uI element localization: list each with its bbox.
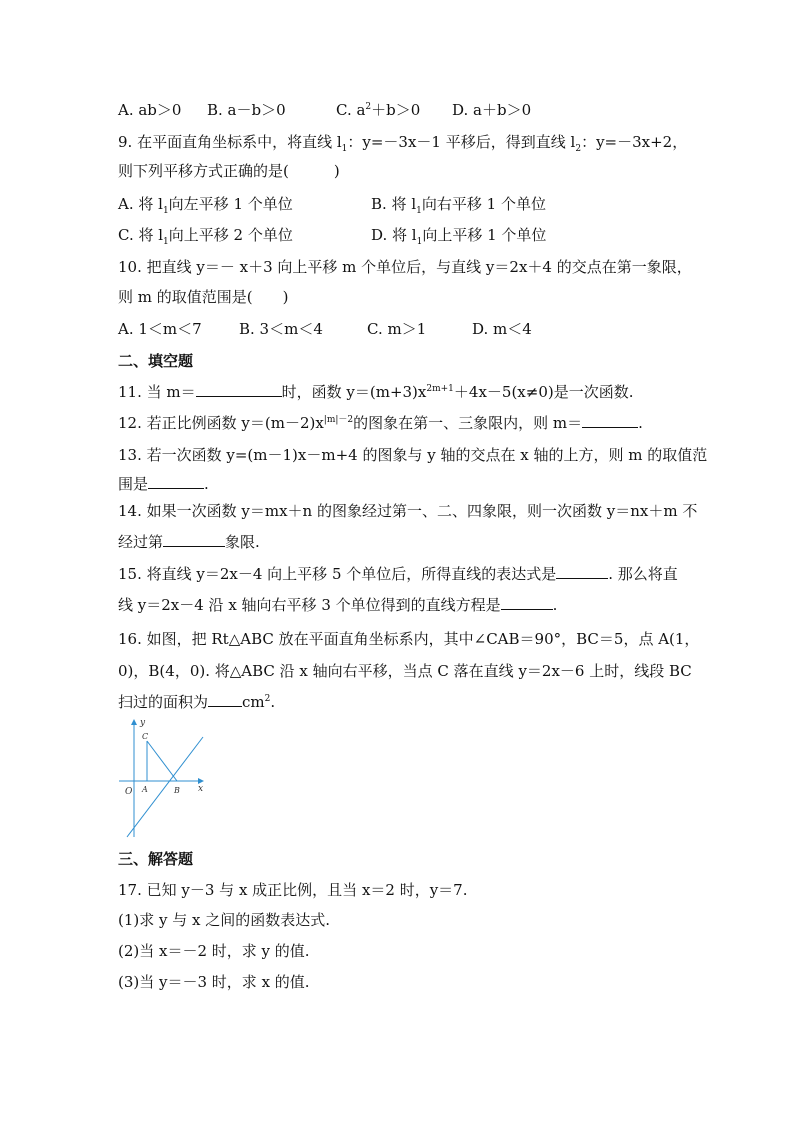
q16-line1: 16. 如图，把 Rt△ABC 放在平面直角坐标系内，其中∠CAB＝90°，BC＝5，点 A(1， xyxy=(118,630,700,648)
q16-answer-blank[interactable] xyxy=(208,691,242,707)
q10-option-b: B. 3＜m＜4 xyxy=(239,320,323,338)
q8-option-d: D. a＋b＞0 xyxy=(452,101,532,119)
q13-line1: 13. 若一次函数 y=(m－1)x－m+4 的图象与 y 轴的交点在 x 轴的上方，则 m 的取值范 xyxy=(118,446,708,464)
section-fill-in-heading: 二、填空题 xyxy=(118,352,194,370)
q9-option-c: C. 将 $l_1$向上平移 2 个单位 xyxy=(118,226,293,247)
q16-line2: 0)，B(4，0). 将△ABC 沿 x 轴向右平移，当点 C 落在直线 y＝2x－6 上时，线段 BC xyxy=(118,662,692,680)
q9-sub: 1 xyxy=(341,144,348,154)
q15-answer-blank-1[interactable] xyxy=(556,563,608,579)
q8-c-exponent: 2 xyxy=(365,102,372,112)
q14-line2: 经过第 象限. xyxy=(118,533,260,551)
q8-option-b: B. a－b＞0 xyxy=(207,101,286,119)
q10-stem-line1: 10. 把直线 y＝－ x＋3 向上平移 m 个单位后，与直线 y＝2x＋4 的交点在第一象限， xyxy=(118,258,692,276)
q15-line1: 15. 将直线 y＝2x－4 向上平移 5 个单位后，所得直线的表达式是 . 那么将直 xyxy=(118,565,678,583)
q13-line2: 围是 . xyxy=(118,475,209,493)
q12-exponent: |m|－2 xyxy=(323,415,354,425)
section-answer-heading: 三、解答题 xyxy=(118,850,194,868)
q10-option-d: D. m＜4 xyxy=(472,320,532,338)
q17-stem: 17. 已知 y－3 与 x 成正比例，且当 x＝2 时，y＝7. xyxy=(118,881,468,899)
q17-part-2: (2)当 x＝－2 时，求 y 的值. xyxy=(118,942,310,960)
q9-stem-line1 xyxy=(118,131,687,153)
q15-answer-blank-2[interactable] xyxy=(501,594,553,610)
label-x: x xyxy=(198,784,204,794)
q9-option-a: A. 将 $l_1$向左平移 1 个单位 xyxy=(118,195,293,216)
q11-exponent: 2m+1 xyxy=(426,384,454,394)
q17-part-3: (3)当 y＝－3 时，求 x 的值. xyxy=(118,973,310,991)
q10-option-c: C. m＞1 xyxy=(367,320,427,338)
q8-option-a: A. ab＞0 xyxy=(118,101,182,119)
label-y: y xyxy=(140,718,146,728)
q9-text: ：y=－3x－1 平移后，得到直线 l xyxy=(347,133,576,151)
q8-option-c xyxy=(336,99,420,121)
q9-sub: 2 xyxy=(575,144,582,154)
q14-line1: 14. 如果一次函数 y＝mx＋n 的图象经过第一、二、四象限，则一次函数 y＝nx＋m 不 xyxy=(118,502,698,520)
q16-coordinate-figure xyxy=(117,715,212,840)
q15-line2: 线 y＝2x－4 沿 x 轴向右平移 3 个单位得到的直线方程是 . xyxy=(118,596,558,614)
q10-stem-line2: 则 m 的取值范围是( ) xyxy=(118,288,289,306)
q11-line: 11. 当 m＝ 时，函数 $y=(m+3)x^{2m+1}+4x-5(x\ne 0)$是一次函数. xyxy=(118,383,634,401)
segment-bc xyxy=(147,741,177,781)
label-o: O xyxy=(125,787,133,797)
q8-c-base: C. a xyxy=(336,101,366,119)
q12-answer-blank[interactable] xyxy=(582,412,638,428)
label-a: A xyxy=(142,785,148,794)
q10-option-a: A. 1＜m＜7 xyxy=(118,320,202,338)
q9-text: ：y=－3x+2， xyxy=(581,133,688,151)
q16-line3: 扫过的面积为 $cm^2$. xyxy=(118,693,276,711)
q9-stem-line2: 则下列平移方式正确的是( ) xyxy=(118,162,340,180)
q9-option-d: D. 将 $l_1$向上平移 1 个单位 xyxy=(371,226,547,247)
q9-text: 9. 在平面直角坐标系中，将直线 l xyxy=(118,133,342,151)
q11-answer-blank[interactable] xyxy=(196,381,282,397)
q17-part-1: (1)求 y 与 x 之间的函数表达式. xyxy=(118,911,331,929)
q13-answer-blank[interactable] xyxy=(148,473,204,489)
label-b: B xyxy=(174,786,180,795)
line-y-2x-6 xyxy=(127,737,203,837)
q9-option-b: B. 将 $l_1$向右平移 1 个单位 xyxy=(371,195,546,216)
q14-answer-blank[interactable] xyxy=(163,531,225,547)
q12-line: 12. 若正比例函数 $y=(m-2)x^{|m|-2}$的图象在第一、三象限内，则 m＝ . xyxy=(118,414,643,432)
q8-c-rest: ＋b＞0 xyxy=(371,101,421,119)
label-c: C xyxy=(142,732,149,741)
